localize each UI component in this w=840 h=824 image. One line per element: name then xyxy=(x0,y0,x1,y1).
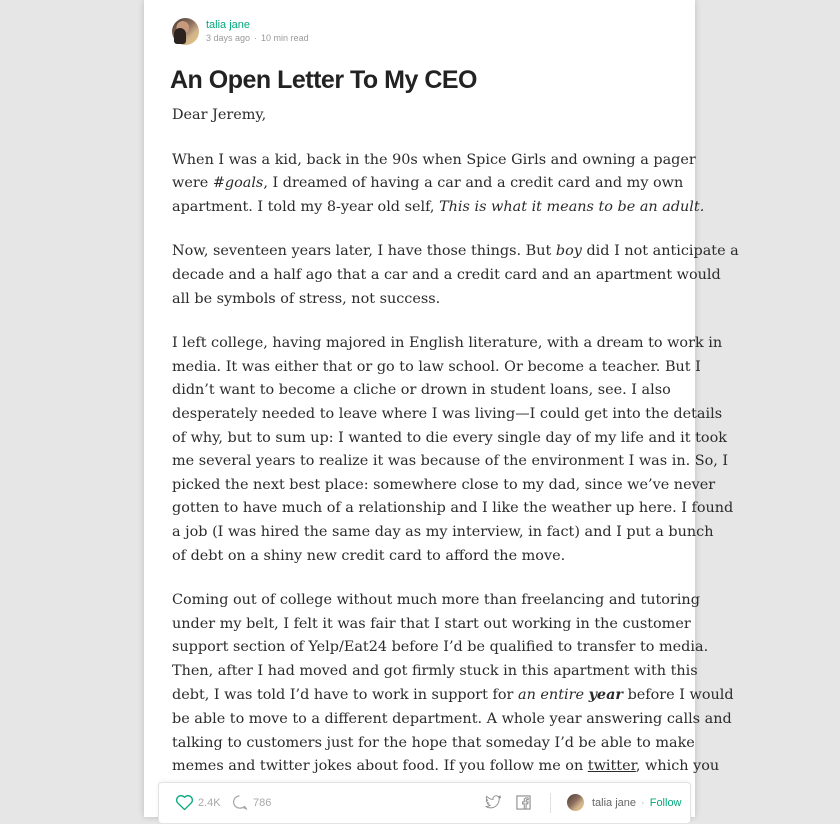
author-header xyxy=(172,18,309,45)
heart-icon xyxy=(175,794,194,811)
post-meta xyxy=(206,32,309,44)
footer-author xyxy=(567,794,682,811)
comment-button[interactable] xyxy=(231,794,271,811)
paragraph-2: Now, seventeen years later, I have those things. But boy did I not anticipate a decade and a half ago that a car and a credit card and an apartment would all be symbols of stress, not success. xyxy=(172,243,739,307)
article-page xyxy=(144,0,739,817)
footer-separator: · xyxy=(641,796,645,809)
share-twitter-button[interactable] xyxy=(485,795,502,810)
footer-divider xyxy=(550,793,551,813)
share-facebook-button[interactable] xyxy=(516,795,531,810)
paragraph-3: I left college, having majored in English literature, with a dream to work in media. It was either that or go to law school. Or become a teacher. But I didn’t want to become a cliche or drown in student loans, see. I also desperately needed to leave where I was living—I could get into the details of why, but to sum up: I wanted to die every single day of my life and it took me several years to realize it was because of the environment I was in. So, I picked the next best place: somewhere close to my dad, since we’ve never gotten to have much of a relationship and I like the weather up here. I found a job (I was hired the same day as my interview, in fact) and I put a bunch of debt on a shiny new credit card to afford the move. xyxy=(172,335,734,564)
twitter-icon xyxy=(485,795,502,810)
post-time: 3 days ago xyxy=(206,33,251,43)
footer-author-avatar[interactable] xyxy=(567,794,584,811)
article-title: An Open Letter To My CEO xyxy=(170,66,477,94)
footer-author-name[interactable]: talia jane xyxy=(592,796,637,809)
paragraph-4: Coming out of college without much more than freelancing and tutoring under my belt, I felt it was fair that I start out working in the customer support section of Yelp/Eat24 before I’d be qualified to transfer to media. Then, after I had moved and got firmly stuck in this apartment with this debt, I was told I’d have to work in support for an entire year before I would be able to move to a different department. A whole year answering calls and talking to customers just for the hope that someday I’d be able to make memes and twitter jokes about food. If you follow me on twitter, which you xyxy=(172,592,734,775)
like-count: 2.4K xyxy=(198,796,221,809)
follow-button[interactable]: Follow xyxy=(649,796,682,809)
author-name-link[interactable]: talia jane xyxy=(206,19,251,31)
author-avatar[interactable] xyxy=(172,18,199,45)
comment-icon xyxy=(231,794,248,811)
comment-count: 786 xyxy=(253,796,272,809)
article-body xyxy=(172,104,739,800)
like-button[interactable] xyxy=(175,794,221,811)
facebook-icon xyxy=(516,795,531,810)
action-bar xyxy=(158,782,691,824)
read-time: 10 min read xyxy=(261,33,309,43)
twitter-link[interactable]: twitter xyxy=(587,758,636,775)
greeting: Dear Jeremy, xyxy=(172,107,267,123)
paragraph-1: When I was a kid, back in the 90s when Spice Girls and owning a pager were #goals, I dreamed of having a car and a credit card and my own apartment. I told my 8-year old self, This is what it means to be an adult. xyxy=(172,151,705,215)
meta-separator: · xyxy=(254,33,258,43)
